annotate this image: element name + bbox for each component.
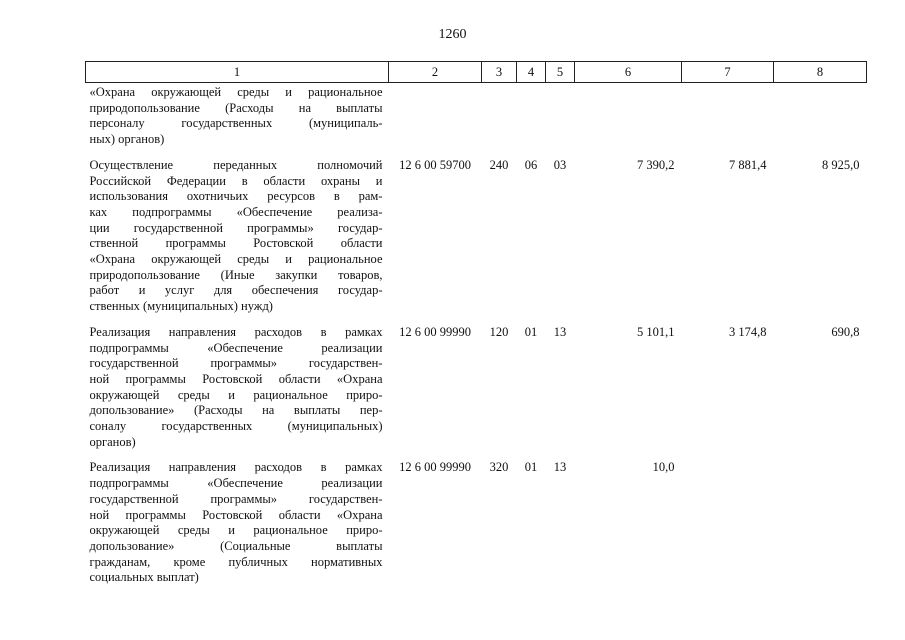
col-header-1: 1 — [86, 62, 389, 83]
section-cell — [517, 83, 546, 148]
program-code-cell — [389, 83, 482, 148]
amount-year3-cell: 690,8 — [831, 324, 860, 339]
description-line: Реализация направления расходов в рамках — [89, 324, 383, 339]
expense-type-cell: 240 — [489, 157, 509, 172]
description-line: допользование» (Расходы на выплаты пер- — [89, 403, 383, 418]
program-code-cell: 12 6 00 99990 — [399, 460, 471, 475]
amount-year3-cell: 8 925,0 — [822, 157, 860, 172]
header-row — [86, 62, 867, 83]
section-cell: 01 — [524, 460, 538, 475]
col-header-8: 8 — [774, 62, 867, 83]
amount-year3-cell — [774, 450, 867, 586]
description-line: использования охотничьих ресурсов в рам- — [89, 189, 383, 204]
page-number: 1260 — [438, 27, 467, 42]
amount-year1-cell: 10,0 — [652, 460, 675, 475]
description-line: соналу государственных (муниципальных) — [89, 419, 383, 434]
description-line: окружающей среды и рациональное приро- — [89, 523, 383, 538]
table-row — [86, 450, 867, 586]
table-row — [86, 315, 867, 451]
description-line: работ и услуг для обеспечения государ- — [89, 283, 383, 298]
description-line: персоналу государственных (муниципаль- — [89, 116, 383, 131]
description-line: органов) — [89, 434, 136, 449]
description-line: допользование» (Социальные выплаты — [89, 538, 383, 553]
subsection-cell: 13 — [553, 324, 567, 339]
col-header-7: 7 — [682, 62, 774, 83]
description-line: государственной программы» государствен- — [89, 356, 383, 371]
description-cell — [86, 450, 389, 586]
expense-type-cell — [482, 83, 517, 148]
program-code-cell: 12 6 00 99990 — [399, 324, 471, 339]
col-header-6: 6 — [575, 62, 682, 83]
description-cell — [86, 315, 389, 451]
description-line: ции государственной программы» государ- — [89, 220, 383, 235]
table-header — [86, 62, 867, 83]
table-row — [86, 83, 867, 148]
description-line: ной программы Ростовской области «Охрана — [89, 507, 383, 522]
subsection-cell: 03 — [553, 157, 567, 172]
amount-year2-cell: 7 881,4 — [729, 157, 767, 172]
description-line: ных) органов) — [89, 132, 165, 147]
description-line: подпрограммы «Обеспечение реализации — [89, 340, 383, 355]
program-code-cell: 12 6 00 59700 — [399, 157, 471, 172]
description-cell — [86, 83, 389, 148]
amount-year2-cell: 3 174,8 — [729, 324, 767, 339]
description-line: подпрограммы «Обеспечение реализации — [89, 476, 383, 491]
description-line: природопользование (Расходы на выплаты — [89, 100, 383, 115]
budget-table — [85, 61, 867, 586]
expense-type-cell: 320 — [489, 460, 509, 475]
section-cell: 06 — [524, 157, 538, 172]
amount-year2-cell — [682, 450, 774, 586]
amount-year1-cell: 5 101,1 — [637, 324, 675, 339]
amount-year2-cell — [682, 83, 774, 148]
description-line: Российской Федерации в области охраны и — [89, 173, 383, 188]
subsection-cell: 13 — [553, 460, 567, 475]
subsection-cell — [546, 83, 575, 148]
description-line: ственной программы Ростовской области — [89, 236, 383, 251]
description-line: «Охрана окружающей среды и рациональное — [89, 252, 383, 267]
description-line: «Охрана окружающей среды и рациональное — [89, 85, 383, 99]
section-cell: 01 — [524, 324, 538, 339]
amount-year3-cell — [774, 83, 867, 148]
description-line: Осуществление переданных полномочий — [89, 157, 383, 172]
description-line: социальных выплат) — [89, 570, 199, 585]
description-line: государственной программы» государствен- — [89, 491, 383, 506]
col-header-4: 4 — [517, 62, 546, 83]
col-header-2: 2 — [389, 62, 482, 83]
description-line: гражданам, кроме публичных нормативных — [89, 554, 383, 569]
description-line: Реализация направления расходов в рамках — [89, 460, 383, 475]
col-header-3: 3 — [482, 62, 517, 83]
col-header-5: 5 — [546, 62, 575, 83]
amount-year1-cell — [575, 83, 682, 148]
amount-year1-cell: 7 390,2 — [637, 157, 675, 172]
description-line: природопользование (Иные закупки товаров, — [89, 267, 383, 282]
description-cell — [86, 148, 389, 315]
expense-type-cell: 120 — [489, 324, 509, 339]
table-body — [86, 83, 867, 587]
description-line: ках подпрограммы «Обеспечение реализа- — [89, 204, 383, 219]
description-line: ственных (муниципальных) нужд) — [89, 299, 273, 314]
description-line: окружающей среды и рациональное приро- — [89, 387, 383, 402]
description-line: ной программы Ростовской области «Охрана — [89, 371, 383, 386]
table-row — [86, 148, 867, 315]
